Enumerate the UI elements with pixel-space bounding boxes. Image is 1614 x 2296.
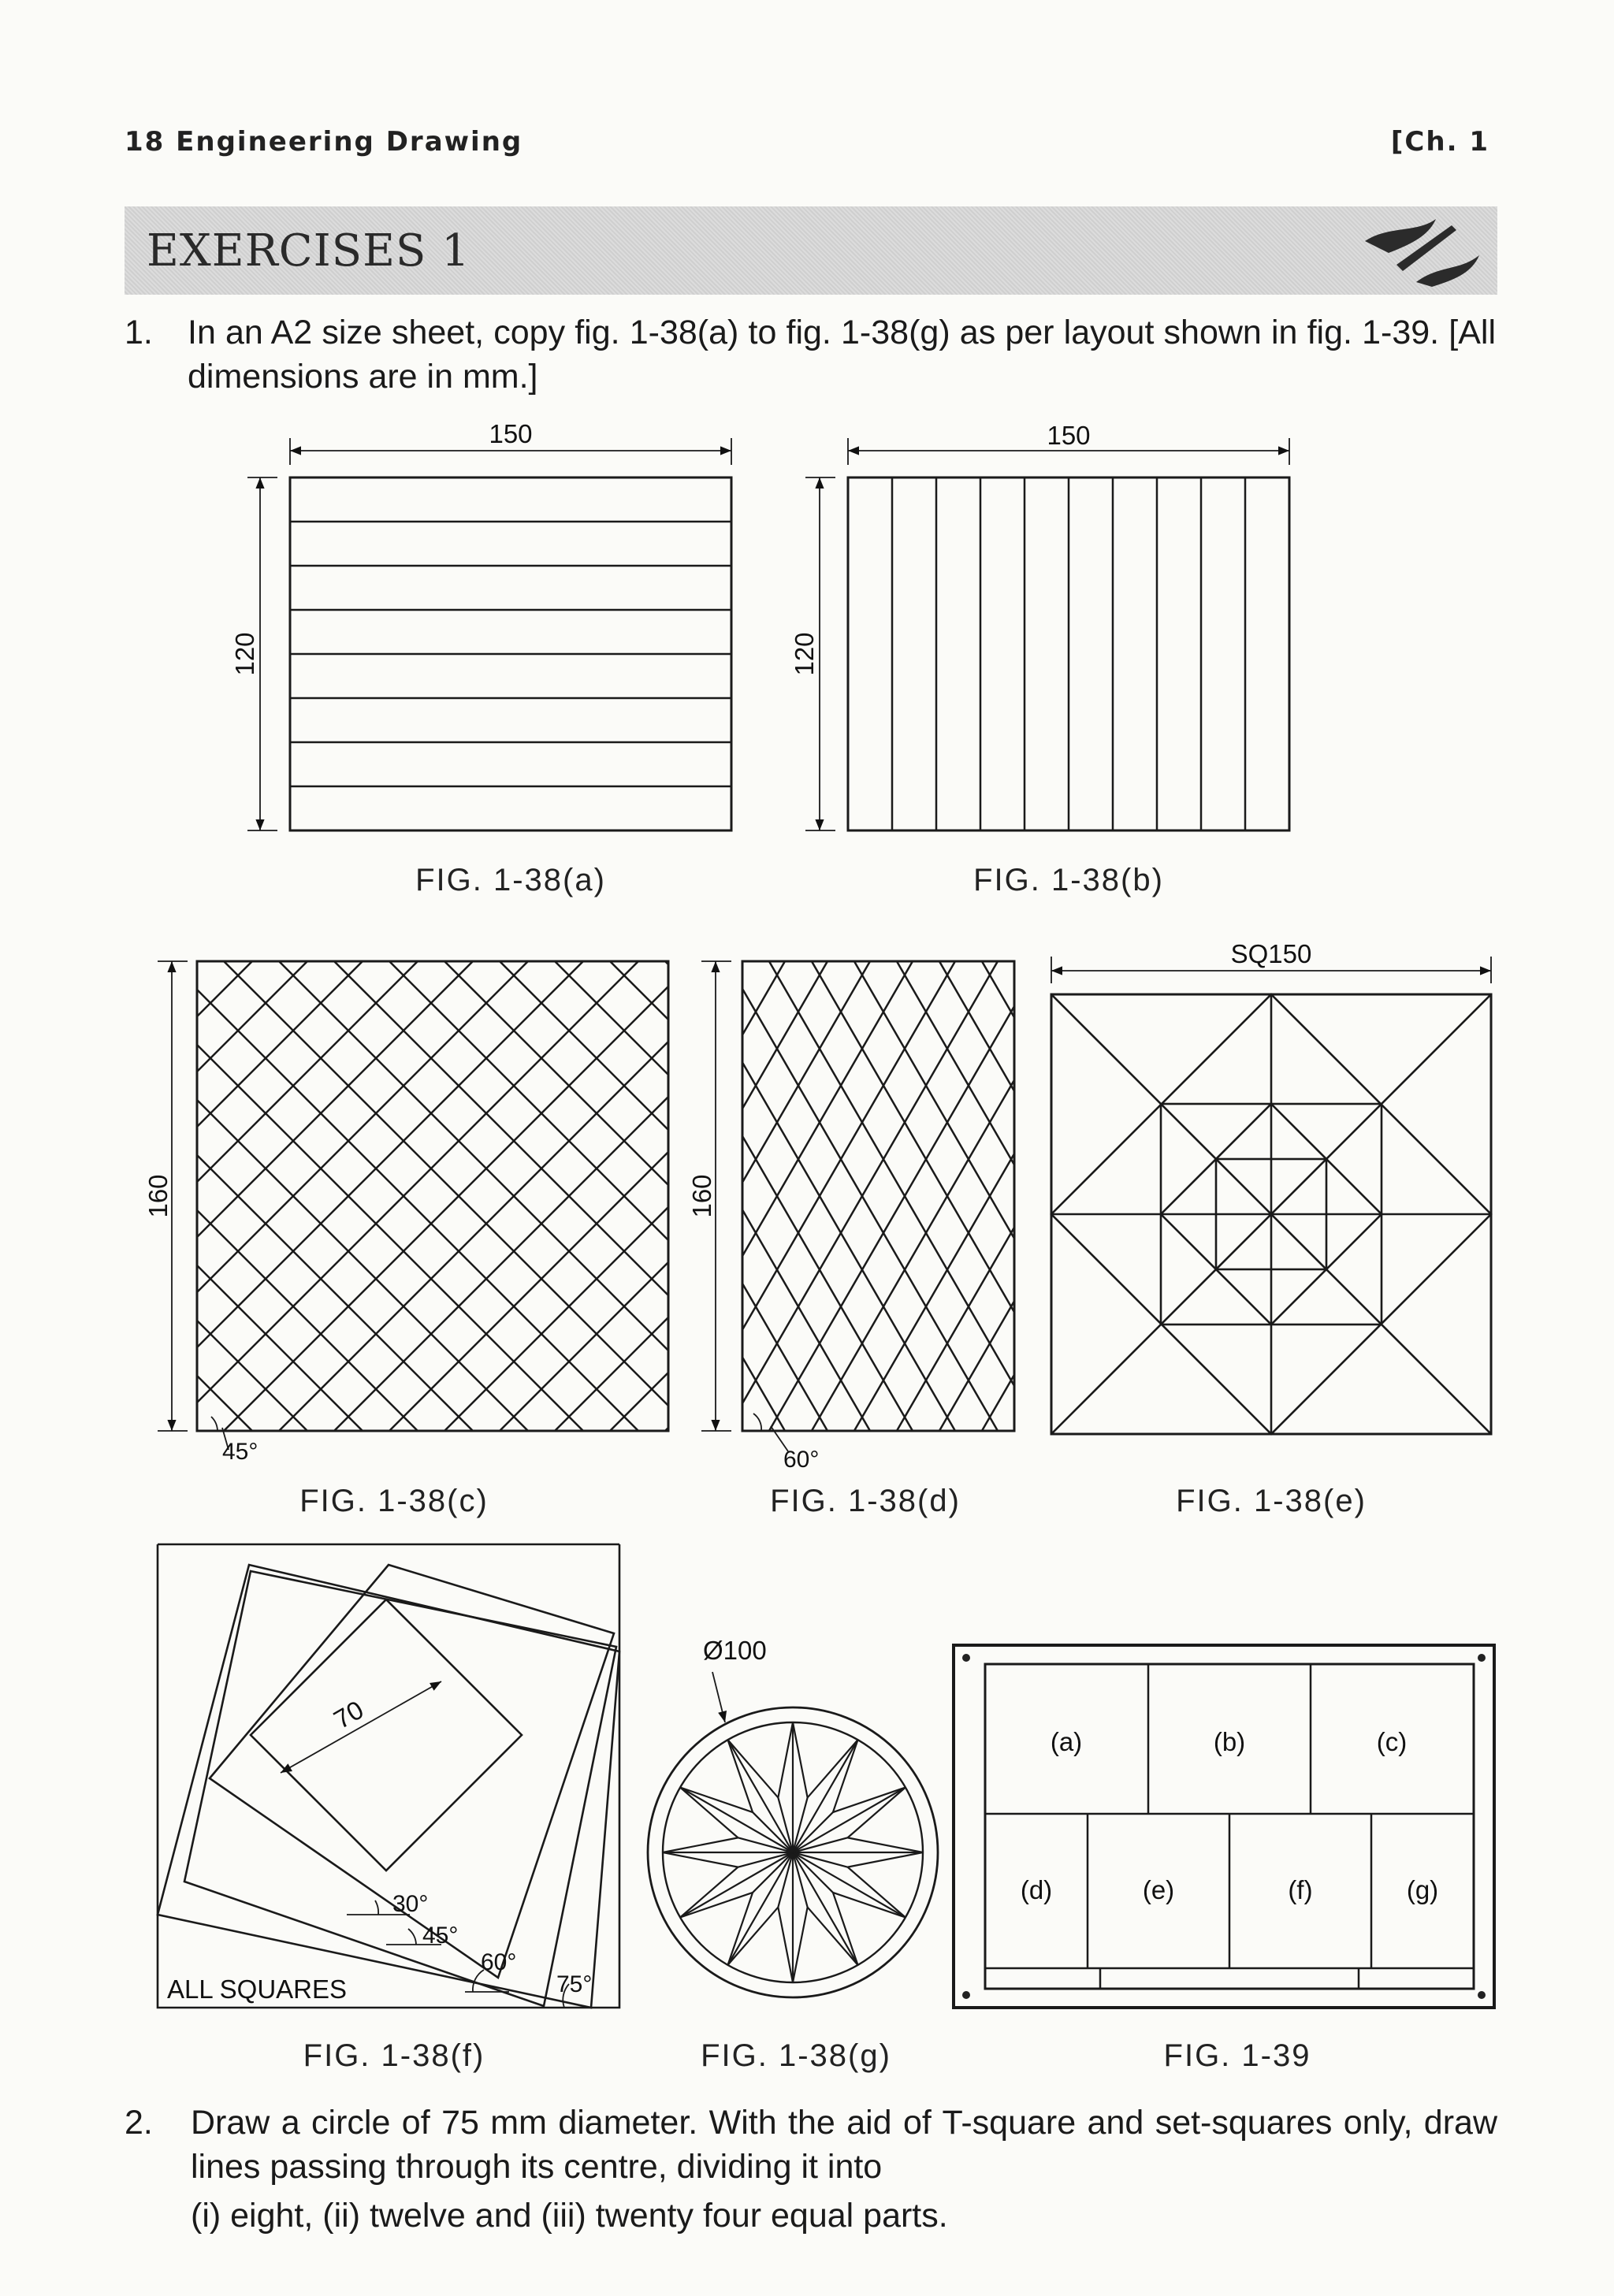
fig-d-caption: FIG. 1-38(d): [770, 1484, 961, 1518]
fig-f-angle-60: 60°: [481, 1949, 517, 1975]
figure-1-38a: [230, 419, 731, 897]
fig-d-angle-label: 60°: [783, 1447, 820, 1473]
fig-g-diameter-label: Ø100: [703, 1636, 767, 1665]
figure-1-38g: [648, 1636, 938, 2073]
fig-c-diagonal-grid: [0, 961, 1576, 1431]
fig-e-caption: FIG. 1-38(e): [1176, 1484, 1367, 1518]
fig-b-width-label: 150: [1047, 421, 1091, 450]
question-2-parts: (i) eight, (ii) twelve and (iii) twenty four equal parts.: [191, 2197, 948, 2235]
fig-39-caption: FIG. 1-39: [1163, 2038, 1311, 2073]
figure-1-39-layout: [954, 1645, 1494, 2073]
layout-cell-e: (e): [1142, 1875, 1175, 1904]
layout-cell-d: (d): [1020, 1875, 1053, 1904]
question-2-number: 2.: [125, 2104, 153, 2142]
fig-f-size-label: 70: [329, 1694, 369, 1735]
fig-g-star-pattern: [663, 1722, 923, 1982]
question-1-text: In an A2 size sheet, copy fig. 1-38(a) to fig. 1-38(g) as per layout shown in fig. 1-39. [All dimensions are in mm.]: [188, 314, 1496, 396]
fig-e-size-label: SQ150: [1230, 939, 1312, 968]
fig-a-caption: FIG. 1-38(a): [415, 863, 606, 897]
fig-b-caption: FIG. 1-38(b): [973, 863, 1164, 897]
question-1-number: 1.: [125, 314, 153, 351]
figure-1-38b: [790, 421, 1289, 897]
fig-f-note: ALL SQUARES: [167, 1975, 348, 2004]
fig-c-caption: FIG. 1-38(c): [299, 1484, 489, 1518]
fig-g-caption: FIG. 1-38(g): [701, 2038, 891, 2073]
layout-cell-g: (g): [1406, 1875, 1439, 1904]
fig-f-angle-75: 75°: [556, 1971, 593, 1997]
running-header-title: 18 Engineering Drawing: [125, 126, 523, 158]
layout-cell-b: (b): [1213, 1727, 1246, 1756]
fig-f-angle-30: 30°: [392, 1891, 429, 1917]
fig-d-height-label: 160: [687, 1174, 716, 1218]
fig-b-height-label: 120: [790, 632, 819, 676]
fig-c-angle-label: 45°: [222, 1439, 258, 1465]
fig-c-height-label: 160: [143, 1174, 173, 1218]
layout-cell-a: (a): [1050, 1727, 1083, 1756]
layout-cell-f: (f): [1288, 1875, 1313, 1904]
fig-f-angle-45: 45°: [422, 1923, 459, 1949]
layout-cell-c: (c): [1376, 1727, 1408, 1756]
fig-a-height-label: 120: [230, 632, 259, 676]
question-2-text: Draw a circle of 75 mm diameter. With the aid of T-square and set-squares only, draw lines passing through its centre, dividing it into: [191, 2104, 1497, 2186]
running-header-chapter: [Ch. 1: [1390, 126, 1489, 158]
banner-title: EXERCISES 1: [147, 225, 470, 277]
figure-1-38f: [158, 1544, 619, 2073]
fig-a-width-label: 150: [489, 419, 533, 448]
fig-f-caption: FIG. 1-38(f): [303, 2038, 485, 2073]
figure-1-38e: [1051, 939, 1491, 1518]
